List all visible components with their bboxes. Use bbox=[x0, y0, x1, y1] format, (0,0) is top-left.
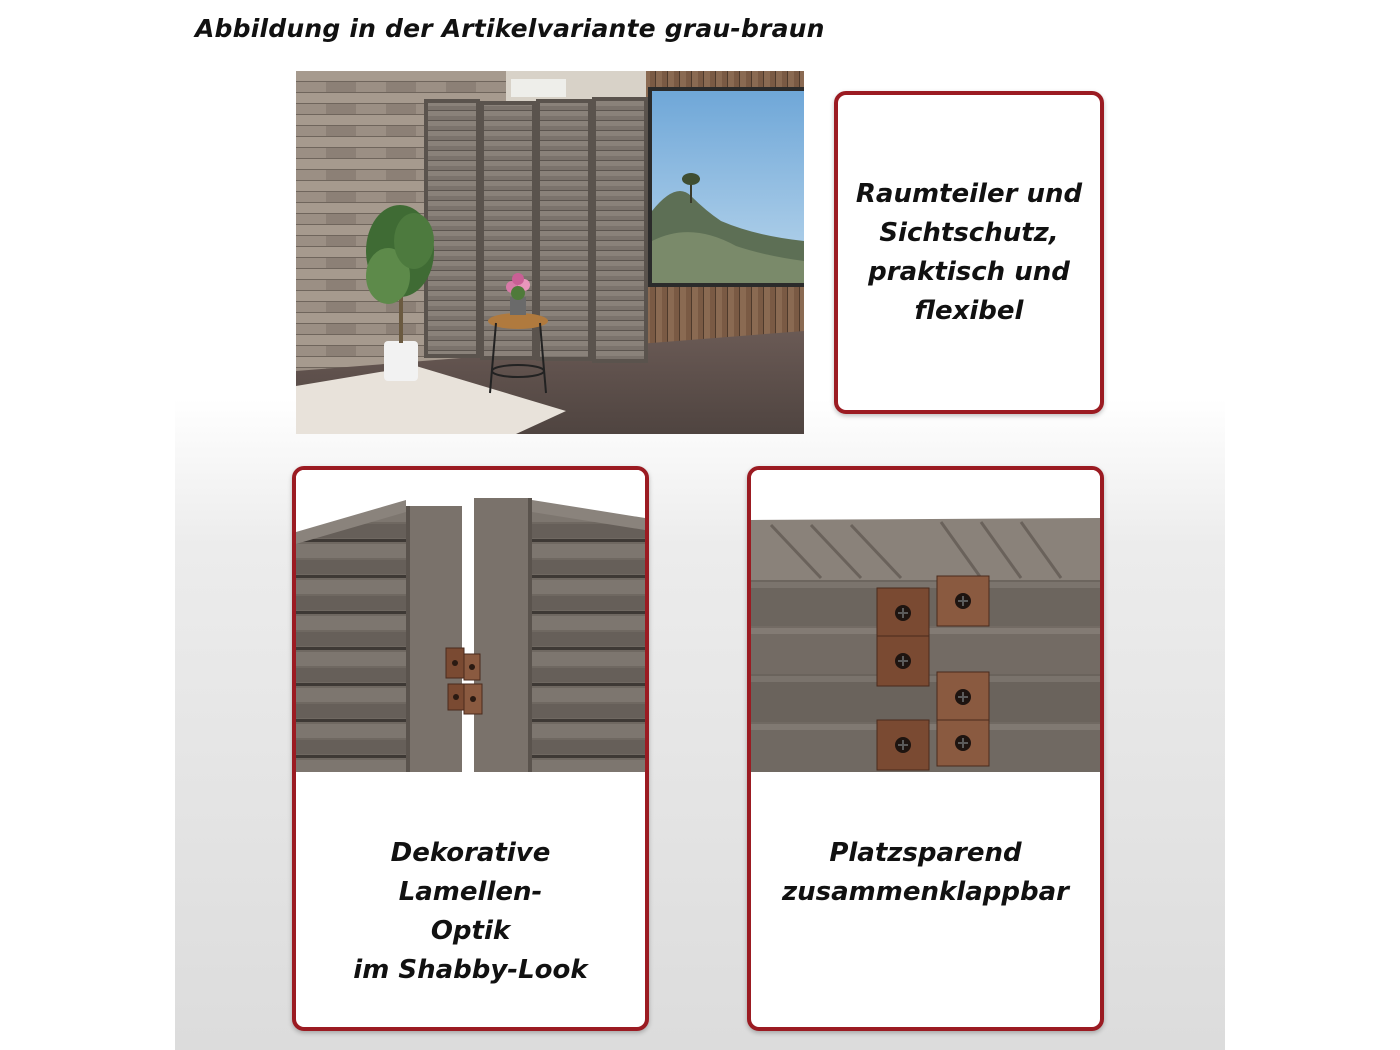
feature-line: Lamellen- bbox=[398, 877, 543, 907]
feature-card-foldable bbox=[747, 466, 1104, 1031]
feature-card-louver-look bbox=[292, 466, 649, 1031]
feature-line: Raumteiler und bbox=[855, 179, 1083, 209]
feature-line: praktisch und bbox=[868, 257, 1070, 287]
feature-line: Platzsparend bbox=[829, 838, 1022, 868]
room-photo bbox=[296, 71, 804, 434]
feature-card-text bbox=[838, 175, 1100, 331]
feature-line: Dekorative bbox=[390, 838, 551, 868]
feature-card-text bbox=[751, 834, 1100, 912]
feature-line: flexibel bbox=[914, 296, 1024, 326]
page-heading: Abbildung in der Artikelvariante grau-braun bbox=[195, 14, 825, 43]
folded-hinges-photo bbox=[751, 470, 1100, 772]
feature-line: zusammenklappbar bbox=[782, 877, 1069, 907]
louver-closeup-photo bbox=[296, 470, 645, 772]
feature-line: Optik bbox=[430, 916, 511, 946]
feature-card-text bbox=[296, 834, 645, 990]
feature-card-room-divider bbox=[834, 91, 1104, 414]
feature-line: im Shabby-Look bbox=[353, 955, 588, 985]
feature-line: Sichtschutz, bbox=[879, 218, 1059, 248]
